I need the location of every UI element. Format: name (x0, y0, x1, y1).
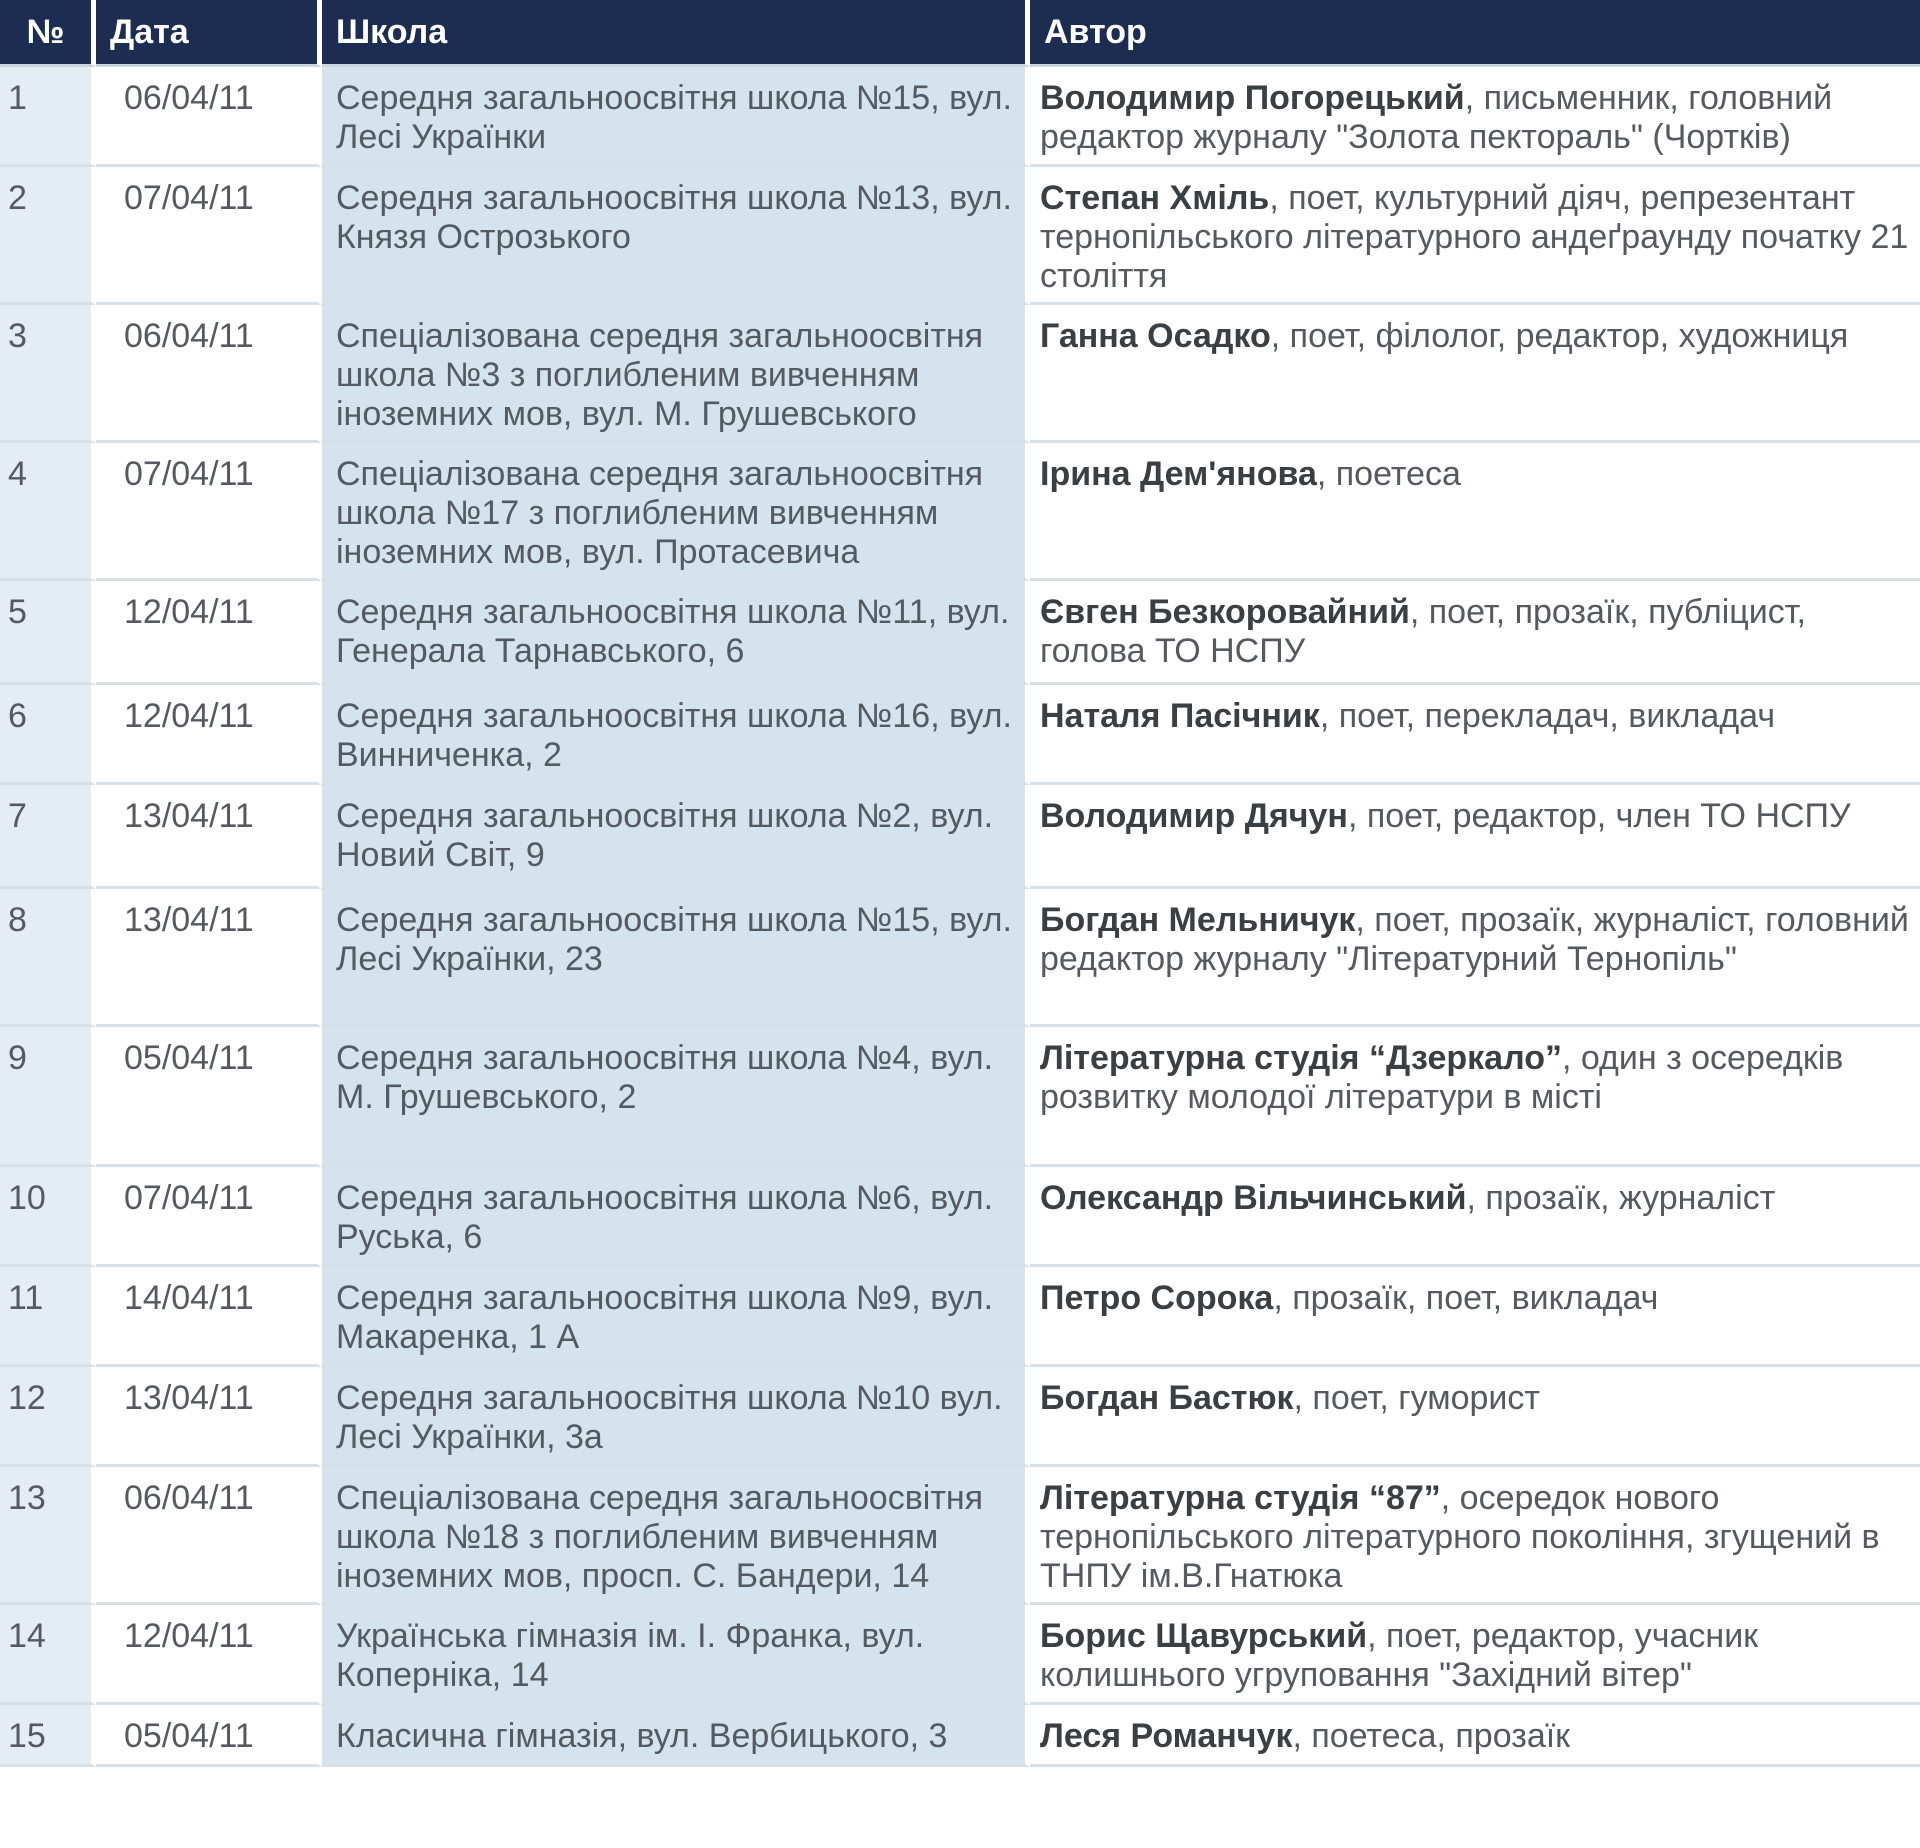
table-row (0, 785, 1920, 889)
table-row (0, 1367, 1920, 1467)
header-num: № (0, 0, 96, 67)
table-row (0, 167, 1920, 305)
author-description: , прозаїк, поет, викладач (1273, 1279, 1659, 1317)
row-author (1030, 1605, 1920, 1705)
row-author (1030, 1705, 1920, 1767)
row-date: 06/04/11 (96, 1467, 322, 1605)
table-row (0, 685, 1920, 785)
row-date: 14/04/11 (96, 1267, 322, 1367)
table-row (0, 889, 1920, 1027)
row-date: 06/04/11 (96, 305, 322, 443)
row-school: Середня загальноосвітня школа №11, вул. Генерала Тарнавського, 6 (322, 581, 1030, 685)
author-name: Ірина Дем'янова (1040, 455, 1317, 493)
author-description: , поет, перекладач, викладач (1319, 697, 1776, 735)
table-row (0, 1467, 1920, 1605)
table-row (0, 67, 1920, 167)
author-description: , поетеса, прозаїк (1292, 1717, 1571, 1755)
row-school: Українська гімназія ім. І. Франка, вул. Коперніка, 14 (322, 1605, 1030, 1705)
table-row (0, 1605, 1920, 1705)
row-date: 06/04/11 (96, 67, 322, 167)
author-description: , один з осередків розвитку молодої літератури в місті (1040, 1039, 1844, 1116)
row-date: 12/04/11 (96, 1605, 322, 1705)
author-description: , поет, прозаїк, публіцист, голова ТО НСПУ (1040, 593, 1806, 670)
row-school: Середня загальноосвітня школа №6, вул. Руська, 6 (322, 1167, 1030, 1267)
author-name: Євген Безкоровайний (1040, 593, 1410, 631)
author-description: , поет, прозаїк, журналіст, головний редактор журналу "Літературний Тернопіль" (1040, 901, 1909, 978)
author-name: Літературна студія “87” (1040, 1479, 1441, 1517)
author-name: Петро Сорока (1040, 1279, 1274, 1317)
author-description: , поетеса (1316, 455, 1461, 493)
row-number: 13 (0, 1467, 96, 1605)
row-school: Середня загальноосвітня школа №10 вул. Лесі Українки, 3а (322, 1367, 1030, 1467)
row-number: 7 (0, 785, 96, 889)
row-number: 4 (0, 443, 96, 581)
row-number: 2 (0, 167, 96, 305)
row-school: Спеціалізована середня загальноосвітня школа №17 з поглибленим вивченням іноземних мов, вул. Протасевича (322, 443, 1030, 581)
row-school: Середня загальноосвітня школа №2, вул. Новий Світ, 9 (322, 785, 1030, 889)
row-date: 07/04/11 (96, 167, 322, 305)
author-name: Наталя Пасічник (1040, 697, 1320, 735)
row-school: Середня загальноосвітня школа №16, вул. Винниченка, 2 (322, 685, 1030, 785)
author-description: , поет, культурний діяч, репрезентант тернопільського літературного андеґраунду початку 21 століття (1040, 179, 1909, 295)
header-row (0, 0, 1920, 67)
row-school: Спеціалізована середня загальноосвітня школа №18 з поглибленим вивченням іноземних мов, просп. С. Бандери, 14 (322, 1467, 1030, 1605)
author-name: Володимир Дячун (1040, 797, 1348, 835)
row-date: 05/04/11 (96, 1027, 322, 1167)
author-description: , поет, філолог, редактор, художниця (1270, 317, 1849, 355)
header-author: Автор (1030, 0, 1920, 67)
table-row (0, 305, 1920, 443)
row-author (1030, 1467, 1920, 1605)
author-description: , поет, гуморист (1293, 1379, 1540, 1417)
author-name: Леся Романчук (1040, 1717, 1293, 1755)
table-row (0, 581, 1920, 685)
author-name: Борис Щавурський (1040, 1617, 1368, 1655)
row-school: Середня загальноосвітня школа №13, вул. Князя Острозького (322, 167, 1030, 305)
row-school: Класична гімназія, вул. Вербицького, 3 (322, 1705, 1030, 1767)
row-number: 11 (0, 1267, 96, 1367)
header-school: Школа (322, 0, 1030, 67)
row-number: 9 (0, 1027, 96, 1167)
row-date: 07/04/11 (96, 443, 322, 581)
header-date: Дата (96, 0, 322, 67)
row-school: Середня загальноосвітня школа №15, вул. Лесі Українки (322, 67, 1030, 167)
row-number: 15 (0, 1705, 96, 1767)
row-number: 12 (0, 1367, 96, 1467)
row-date: 13/04/11 (96, 785, 322, 889)
row-number: 3 (0, 305, 96, 443)
table-body (0, 67, 1920, 1767)
row-date: 07/04/11 (96, 1167, 322, 1267)
row-author (1030, 443, 1920, 581)
author-name: Богдан Бастюк (1040, 1379, 1294, 1417)
author-description: , осередок нового тернопільського літературного покоління, згущений в ТНПУ ім.В.Гнатюка (1040, 1479, 1880, 1595)
row-author (1030, 889, 1920, 1027)
row-date: 05/04/11 (96, 1705, 322, 1767)
row-number: 10 (0, 1167, 96, 1267)
row-author (1030, 1027, 1920, 1167)
row-number: 8 (0, 889, 96, 1027)
row-author (1030, 581, 1920, 685)
row-number: 6 (0, 685, 96, 785)
row-school: Середня загальноосвітня школа №15, вул. Лесі Українки, 23 (322, 889, 1030, 1027)
author-description: , поет, редактор, член ТО НСПУ (1347, 797, 1851, 835)
table-row (0, 1267, 1920, 1367)
row-school: Середня загальноосвітня школа №4, вул. М. Грушевського, 2 (322, 1027, 1030, 1167)
row-author (1030, 67, 1920, 167)
author-description: , письменник, головний редактор журналу "Золота пектораль" (Чортків) (1040, 79, 1833, 156)
author-description: , поет, редактор, учасник колишнього угруповання "Західний вітер" (1040, 1617, 1759, 1694)
author-description: , прозаїк, журналіст (1466, 1179, 1776, 1217)
row-author (1030, 1167, 1920, 1267)
author-name: Володимир Погорецький (1040, 79, 1465, 117)
table-row (0, 1705, 1920, 1767)
row-author (1030, 1267, 1920, 1367)
row-date: 12/04/11 (96, 685, 322, 785)
row-author (1030, 685, 1920, 785)
row-date: 12/04/11 (96, 581, 322, 685)
row-school: Спеціалізована середня загальноосвітня школа №3 з поглибленим вивченням іноземних мов, вул. М. Грушевського (322, 305, 1030, 443)
row-date: 13/04/11 (96, 889, 322, 1027)
author-name: Степан Хміль (1040, 179, 1270, 217)
row-number: 1 (0, 67, 96, 167)
author-name: Олександр Вільчинський (1040, 1179, 1467, 1217)
row-author (1030, 785, 1920, 889)
row-author (1030, 167, 1920, 305)
author-name: Ганна Осадко (1040, 317, 1271, 355)
author-name: Богдан Мельничук (1040, 901, 1356, 939)
row-number: 14 (0, 1605, 96, 1705)
row-number: 5 (0, 581, 96, 685)
table-row (0, 443, 1920, 581)
table-row (0, 1167, 1920, 1267)
author-name: Літературна студія “Дзеркало” (1040, 1039, 1562, 1077)
row-date: 13/04/11 (96, 1367, 322, 1467)
row-author (1030, 1367, 1920, 1467)
row-author (1030, 305, 1920, 443)
table-row (0, 1027, 1920, 1167)
row-school: Середня загальноосвітня школа №9, вул. Макаренка, 1 А (322, 1267, 1030, 1367)
